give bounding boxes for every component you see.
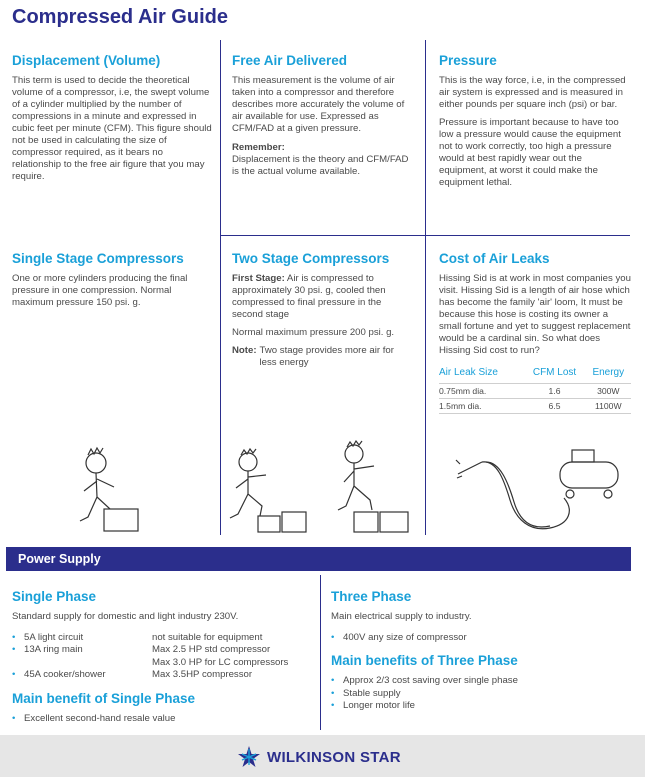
remember-text: Displacement is the theory and CFM/FAD is the actual volume available. bbox=[232, 154, 409, 177]
divider-vertical-3 bbox=[220, 235, 221, 535]
single-stage-body: One or more cylinders producing the final pressure in one compression. Normal maximum pressure 150 psi. g. bbox=[12, 273, 188, 308]
single-phase-intro: Standard supply for domestic and light industry 230V. bbox=[12, 611, 239, 622]
three-phase-heading: Three Phase bbox=[331, 589, 412, 604]
first-stage-text: Air is compressed to approximately 30 psi. g, cooled then compressed to final pressure in the second stage bbox=[232, 273, 386, 320]
table-cell: 1.6 bbox=[523, 384, 585, 399]
divider-vertical-2 bbox=[425, 40, 426, 235]
three-phase-benefit-heading: Main benefits of Three Phase bbox=[331, 653, 518, 669]
three-phase-section bbox=[331, 589, 626, 713]
single-stage-heading: Single Stage Compressors bbox=[12, 251, 184, 266]
free-air-heading: Free Air Delivered bbox=[232, 53, 348, 68]
table-cell: 300W bbox=[586, 384, 631, 399]
three-phase-intro: Main electrical supply to industry. bbox=[331, 611, 472, 622]
table-cell: 0.75mm dia. bbox=[439, 384, 523, 399]
displacement-heading: Displacement (Volume) bbox=[12, 53, 161, 68]
table-header-cfm: CFM Lost bbox=[532, 367, 577, 378]
air-leaks-body: Hissing Sid is at work in most companies you visit. Hissing Sid is a length of air hose which has become the family 'air' loom, It must be because this hose is costing its owner a small fortune and yet to suggest replacement would be a cardinal sin. So what does Hissing Sid cost to run? bbox=[439, 273, 631, 356]
free-air-section bbox=[232, 53, 417, 178]
list-item: • Stable supply bbox=[331, 687, 401, 699]
list-item: • 400V any size of compressor bbox=[331, 632, 467, 643]
table-cell: 6.5 bbox=[523, 399, 585, 414]
divider-vertical-1 bbox=[220, 40, 221, 235]
list-item: • 5A light circuit not suitable for equipment bbox=[12, 632, 263, 643]
divider-vertical-4 bbox=[425, 235, 426, 535]
pressure-heading: Pressure bbox=[439, 53, 497, 68]
two-stage-heading: Two Stage Compressors bbox=[232, 251, 390, 266]
footer bbox=[0, 735, 645, 777]
table-row bbox=[439, 399, 631, 414]
remember-label: Remember: bbox=[232, 142, 285, 153]
air-leaks-heading: Cost of Air Leaks bbox=[439, 251, 550, 266]
two-stage-section bbox=[232, 251, 412, 369]
three-phase-benefits bbox=[331, 675, 626, 712]
single-phase-heading: Single Phase bbox=[12, 589, 97, 604]
list-item: Max 3.0 HP for LC compressors bbox=[152, 656, 289, 668]
air-leaks-section bbox=[439, 251, 631, 414]
single-phase-benefits bbox=[12, 713, 312, 725]
pressure-body-2: Pressure is important because to have too low a pressure would cause the equipment not to work correctly, too high a pressure would at best rapidly wear out the equipment, at worst it could make the equipment lethal. bbox=[439, 117, 621, 188]
table-row bbox=[439, 384, 631, 399]
list-item: • Approx 2/3 cost saving over single phase bbox=[331, 675, 518, 687]
table-cell: 1100W bbox=[586, 399, 631, 414]
pressure-body-1: This is the way force, i.e, in the compressed air system is expressed and is measured in either pounds per square inch (psi) or bar. bbox=[439, 75, 626, 110]
brand-name: WILKINSON STAR bbox=[267, 748, 401, 766]
table-cell: 1.5mm dia. bbox=[439, 399, 523, 414]
list-item: • 45A cooker/shower Max 3.5HP compressor bbox=[12, 669, 253, 681]
divider-vertical-5 bbox=[320, 575, 321, 730]
single-phase-section bbox=[12, 589, 312, 725]
brand-logo bbox=[236, 745, 401, 769]
table-header-size: Air Leak Size bbox=[439, 367, 498, 378]
displacement-body: This term is used to decide the theoretical volume of a compressor, i.e, the swept volume of a cylinder multiplied by the number of compressions in a minute and expressed in cubic feet per minute (CFM). This figure should not be used in calculating the size of compressor required, as it bears no relationship to the free air figure that you may require. bbox=[12, 75, 212, 182]
star-logo-icon bbox=[236, 745, 262, 769]
power-supply-label: Power Supply bbox=[18, 552, 101, 566]
two-stage-normal: Normal maximum pressure 200 psi. g. bbox=[232, 327, 395, 338]
note-text: Two stage provides more air for less energy bbox=[259, 345, 394, 368]
pressure-section bbox=[439, 53, 631, 189]
list-item: • 13A ring main Max 2.5 HP std compressor bbox=[12, 644, 271, 656]
page-title: Compressed Air Guide bbox=[12, 6, 228, 28]
table-header-energy: Energy bbox=[592, 367, 625, 378]
list-item: • Excellent second-hand resale value bbox=[12, 712, 176, 724]
free-air-body: This measurement is the volume of air taken into a compressor and therefore describes more accurately the volume of air available for use. Expressed as CFM/FAD at a given pressure. bbox=[232, 75, 405, 134]
two-step-illustration bbox=[226, 440, 411, 540]
single-phase-benefit-heading: Main benefit of Single Phase bbox=[12, 690, 196, 706]
three-phase-list bbox=[331, 632, 626, 644]
single-step-illustration bbox=[70, 445, 180, 540]
single-phase-list bbox=[12, 632, 312, 682]
displacement-section bbox=[12, 53, 212, 183]
note-label: Note: bbox=[232, 345, 257, 356]
power-supply-bar bbox=[6, 547, 631, 571]
single-stage-section bbox=[12, 251, 212, 309]
first-stage-label: First Stage: bbox=[232, 273, 285, 284]
list-item: • Longer motor life bbox=[331, 700, 415, 712]
air-hose-compressor-illustration bbox=[452, 440, 632, 540]
air-leak-table bbox=[439, 367, 631, 414]
